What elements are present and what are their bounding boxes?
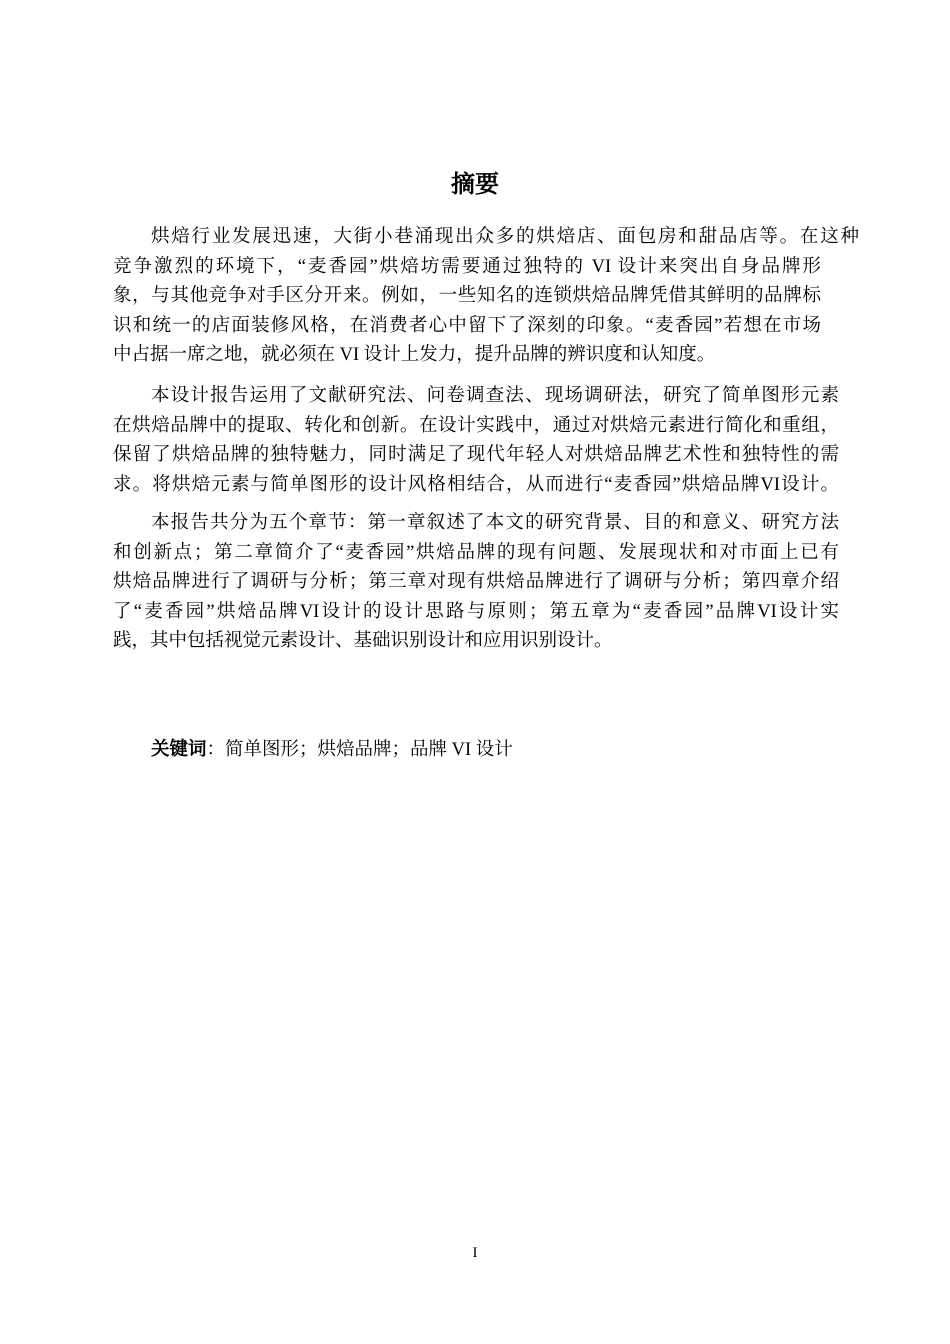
text-line: 象，与其他竞争对手区分开来。例如，一些知名的连锁烘焙品牌凭借其鲜明的品牌标 [113,286,821,306]
text-line: 践，其中包括视觉元素设计、基础识别设计和应用识别设计。 [113,631,613,651]
text-line: 中占据一席之地，就必须在 VI 设计上发力，提升品牌的辨识度和认知度。 [113,345,716,365]
keywords-label: 关键词 [151,738,207,759]
keywords-value: 简单图形；烘焙品牌；品牌 VI 设计 [225,740,513,760]
page-number: I [472,1245,478,1261]
page-title: 摘要 [451,171,499,198]
text-line: 烘焙行业发展迅速，大街小巷涌现出众多的烘焙店、面包房和甜品店等。在这种 [151,227,859,247]
text-line: 了“麦香园”烘焙品牌VI设计的设计思路与原则；第五章为“麦香园”品牌VI设计实 [113,601,839,622]
text-line: 在烘焙品牌中的提取、转化和创新。在设计实践中，通过对烘焙元素进行简化和重组， [113,415,839,436]
abstract-paragraph-2 [113,382,839,500]
abstract-paragraph-3 [113,509,839,657]
keywords-separator: ： [206,740,226,760]
text-line: 和创新点；第二章简介了“麦香园”烘焙品牌的现有问题、发展现状和对市面上已有 [113,542,839,563]
text-line: 本设计报告运用了文献研究法、问卷调查法、现场调研法，研究了简单图形元素 [151,386,839,406]
text-line: 求。将烘焙元素与简单图形的设计风格相结合，从而进行“麦香园”烘焙品牌VI设计。 [113,474,839,495]
text-line: 识和统一的店面装修风格，在消费者心中留下了深刻的印象。“麦香园”若想在市场 [113,315,821,336]
text-line: 保留了烘焙品牌的独特魅力，同时满足了现代年轻人对烘焙品牌艺术性和独特性的需 [113,445,839,465]
text-line: 烘焙品牌进行了调研与分析；第三章对现有烘焙品牌进行了调研与分析；第四章介绍 [113,572,839,592]
text-line: 竞争激烈的环境下，“麦香园”烘焙坊需要通过独特的 VI 设计来突出自身品牌形 [113,256,821,277]
text-line: 本报告共分为五个章节：第一章叙述了本文的研究背景、目的和意义、研究方法 [151,513,839,533]
abstract-paragraph-1 [113,223,859,371]
keywords [151,734,513,765]
